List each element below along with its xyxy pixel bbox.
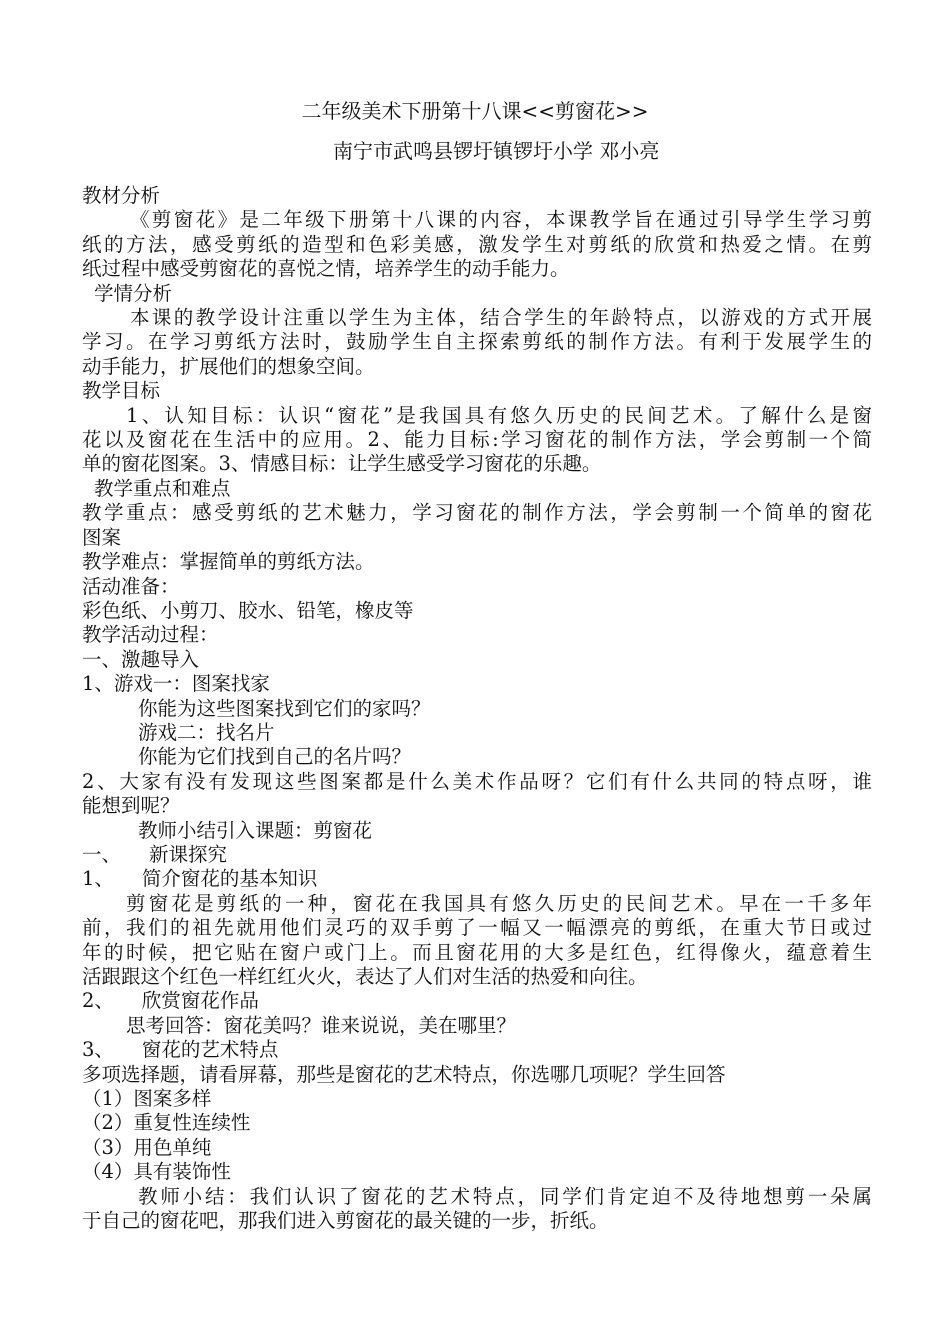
heading-teaching-goals: 教学目标 — [82, 379, 161, 403]
heading-teaching-process: 教学活动过程： — [82, 623, 219, 647]
paragraph-line: 能想到呢？ — [82, 794, 180, 818]
paragraph-line: 教师小结：我们认识了窗花的艺术特点，同学们肯定迫不及待地想剪一朵属 — [138, 1184, 872, 1208]
section-number: 一、 — [82, 842, 122, 866]
paragraph-line: 图案 — [82, 525, 122, 549]
section-heading — [82, 843, 872, 867]
paragraph-line: 教学重点：感受剪纸的艺术魅力，学习窗花的制作方法，学会剪制一个简单的窗花 — [82, 501, 872, 525]
option-item: （1）图案多样 — [82, 1087, 212, 1111]
paragraph-line: 游戏二：找名片 — [138, 720, 275, 744]
document-author: 南宁市武鸣县锣圩镇锣圩小学 邓小亮 — [333, 139, 660, 163]
list-number: 2、 — [82, 989, 114, 1013]
paragraph-line: 剪窗花是剪纸的一种，窗花在我国具有悠久历史的民间艺术。早在一千多年 — [126, 891, 872, 915]
list-title: 欣赏窗花作品 — [141, 989, 259, 1013]
list-number: 3、 — [82, 1038, 114, 1062]
paragraph-line: 彩色纸、小剪刀、胶水、铅笔，橡皮等 — [82, 598, 414, 622]
paragraph-line: 学习。在学习剪纸方法时，鼓励学生自主探索剪纸的制作方法。有利于发展学生的 — [82, 330, 872, 354]
paragraph-line: 多项选择题，请看屏幕，那些是窗花的艺术特点，你选哪几项呢？学生回答 — [82, 1062, 726, 1086]
paragraph-line: 纸过程中感受剪窗花的喜悦之情，培养学生的动手能力。 — [82, 257, 570, 281]
paragraph-line: 你能为这些图案找到它们的家吗？ — [138, 696, 431, 720]
paragraph-line: 本课的教学设计注重以学生为主体，结合学生的年龄特点，以游戏的方式开展 — [130, 306, 872, 330]
paragraph-line: 花以及窗花在生活中的应用。2、能力目标:学习窗花的制作方法，学会剪制一个简 — [82, 428, 872, 452]
section-heading: 一、激趣导入 — [82, 647, 200, 671]
option-item: （4）具有装饰性 — [82, 1160, 231, 1184]
list-item — [82, 1038, 872, 1062]
heading-key-points: 教学重点和难点 — [94, 476, 231, 500]
paragraph-line: 单的窗花图案。3、情感目标：让学生感受学习窗花的乐趣。 — [82, 452, 602, 476]
list-title: 窗花的艺术特点 — [141, 1038, 279, 1062]
list-number: 1、 — [82, 867, 114, 891]
option-item: （3）用色单纯 — [82, 1135, 212, 1159]
paragraph-line: 1、认知目标：认识“窗花”是我国具有悠久历史的民间艺术。了解什么是窗 — [126, 403, 872, 427]
paragraph-line: 纸的方法，感受剪纸的造型和色彩美感，激发学生对剪纸的欣赏和热爱之情。在剪 — [82, 232, 872, 256]
paragraph-line: 教学难点：掌握简单的剪纸方法。 — [82, 550, 375, 574]
list-item — [82, 867, 872, 891]
list-item — [82, 989, 872, 1013]
list-item: 1、游戏一：图案找家 — [82, 672, 270, 696]
list-title: 简介窗花的基本知识 — [141, 867, 318, 891]
heading-preparation: 活动准备： — [82, 574, 180, 598]
paragraph-line: 动手能力，扩展他们的想象空间。 — [82, 354, 375, 378]
paragraph-line: 活跟跟这个红色一样红红火火，表达了人们对生活的热爱和向往。 — [82, 965, 648, 988]
paragraph-line: 《剪窗花》是二年级下册第十八课的内容，本课教学旨在通过引导学生学习剪 — [130, 208, 872, 232]
option-item: （2）重复性连续性 — [82, 1111, 251, 1135]
paragraph-line: 你能为它们找到自己的名片吗？ — [138, 745, 412, 769]
paragraph-line: 思考回答：窗花美吗？谁来说说，美在哪里？ — [126, 1013, 517, 1037]
section-title: 新课探究 — [149, 842, 228, 866]
document-title: 二年级美术下册第十八课<<剪窗花>> — [301, 99, 649, 123]
paragraph-line: 教师小结引入课题：剪窗花 — [138, 818, 373, 842]
heading-student-analysis: 学情分析 — [94, 281, 173, 305]
paragraph-line: 于自己的窗花吧，那我们进入剪窗花的最关键的一步，折纸。 — [82, 1209, 609, 1233]
document-body — [82, 184, 872, 1233]
paragraph-line: 前，我们的祖先就用他们灵巧的双手剪了一幅又一幅漂亮的剪纸，在重大节日或过 — [82, 916, 872, 940]
paragraph-line: 年的时候，把它贴在窗户或门上。而且窗花用的大多是红色，红得像火，蕴意着生 — [82, 940, 872, 964]
heading-textbook-analysis: 教材分析 — [82, 184, 161, 207]
list-item: 2、大家有没有发现这些图案都是什么美术作品呀？它们有什么共同的特点呀，谁 — [82, 769, 872, 793]
